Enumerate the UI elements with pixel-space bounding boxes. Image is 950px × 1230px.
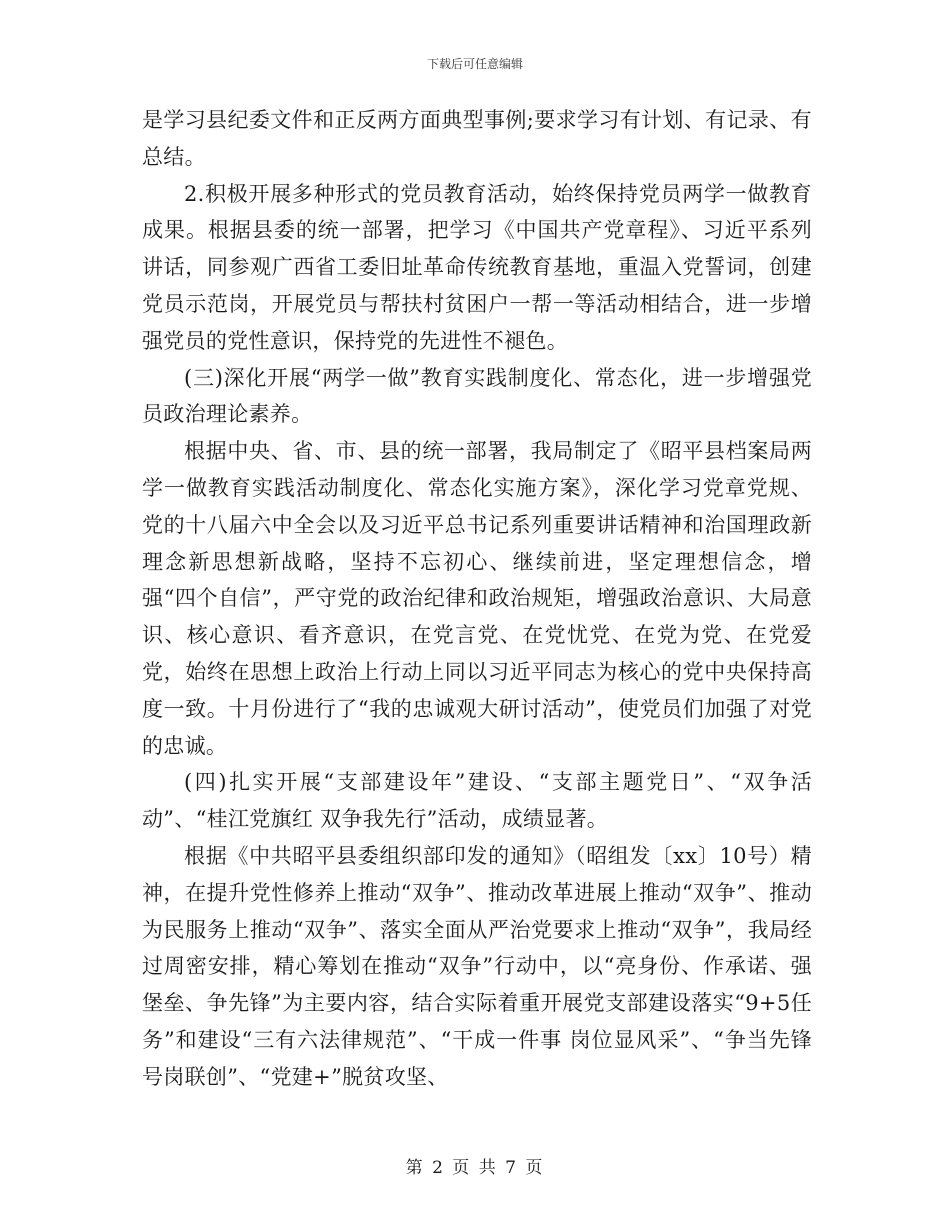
paragraph-2: 2.积极开展多种形式的党员教育活动，始终保持党员两学一做教育成果。根据县委的统一部署，把学习《中国共产党章程》、习近平系列讲话，同参观广西省工委旧址革命传统教育基地，重温入党誓词，创建党员示范岗，开展党员与帮扶村贫困户一帮一等活动相结合，进一步增强党员的党性意识，保持党的先进性不褪色。	[142, 181, 812, 353]
paragraph-4: 根据中央、省、市、县的统一部署，我局制定了《昭平县档案局两学一做教育实践活动制度化、常态化实施方案》，深化学习党章党规、党的十八届六中全会以及习近平总书记系列重要讲话精神和治国理政新理念新思想新战略，坚持不忘初心、继续前进，坚定理想信念，增强“四个自信”，严守党的政治纪律和政治规矩，增强政治意识、大局意识、核心意识、看齐意识，在党言党、在党忧党、在党为党、在党爱党，始终在思想上政治上行动上同以习近平同志为核心的党中央保持高度一致。十月份进行了“我的忠诚观大研讨活动”，使党员们加强了对党的忠诚。	[142, 439, 812, 758]
paragraph-1: 是学习县纪委文件和正反两方面典型事例;要求学习有计划、有记录、有总结。	[142, 108, 812, 169]
page-header: 下载后可任意编辑	[426, 57, 523, 71]
section-heading-4: (四)扎实开展“支部建设年”建设、“支部主题党日”、“双争活动”、“桂江党旗红 双争我先行”活动，成绩显著。	[142, 770, 812, 832]
document-body	[142, 102, 812, 1096]
paragraph-6: 根据《中共昭平县委组织部印发的通知》（昭组发〔xx〕10号）精神，在提升党性修养上推动“双争”、推动改革进展上推动“双争”、推动为民服务上推动“双争”、落实全面从严治党要求上推动“双争”，我局经过周密安排，精心筹划在推动“双争”行动中，以“亮身份、作承诺、强堡垒、争先锋”为主要内容，结合实际着重开展党支部建设落实“9+5任务”和建设“三有六法律规范”、“干成一件事 岗位显风采”、“争当先锋 号岗联创”、“党建+”脱贫攻坚、	[142, 843, 812, 1089]
page-number: 第 2 页 共 7 页	[405, 1158, 545, 1178]
section-heading-3: (三)深化开展“两学一做”教育实践制度化、常态化，进一步增强党员政治理论素养。	[142, 365, 812, 427]
